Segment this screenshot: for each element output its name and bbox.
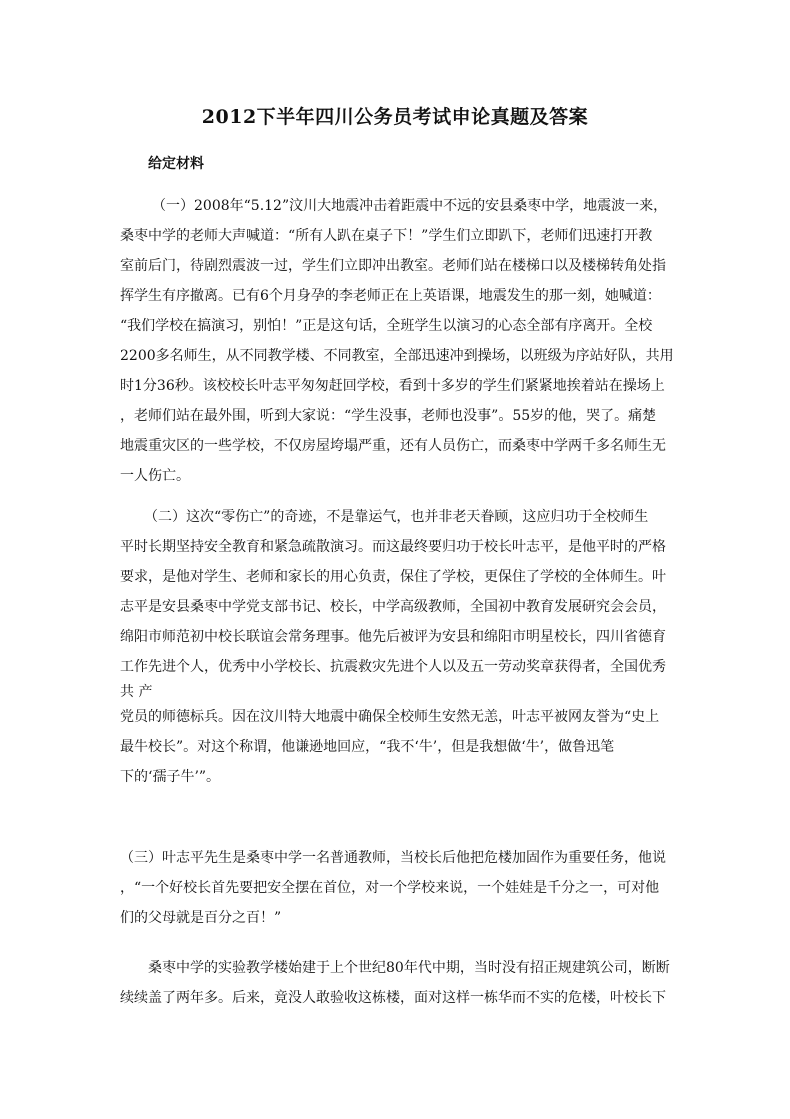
paragraph-3 <box>120 843 680 933</box>
text-line: 桑枣中学的实验教学楼始建于上个世纪80年代中期，当时没有招正规建筑公司，断断 <box>148 960 670 976</box>
text-line: 工作先进个人，优秀中小学校长、抗震救灾先进个人以及五一劳动奖章获得者，全国优秀 <box>120 659 666 675</box>
text-line: ，“一个好校长首先要把安全摆在首位，对一个学校来说，一个娃娃是千分之一，可对他 <box>120 880 660 896</box>
text-line: 续续盖了两年多。后来，竟没人敢验收这栋楼，面对这样一栋华而不实的危楼，叶校长下 <box>120 990 666 1006</box>
text-line: 挥学生有序撤离。已有6个月身孕的李老师正在上英语课，地震发生的那一刻，她喊道： <box>120 288 661 304</box>
text-line: 平时长期坚持安全教育和紧急疏散演习。而这最终要归功于校长叶志平，是他平时的严格 <box>120 539 666 555</box>
text-line: ，老师们站在最外围，听到大家说：“学生没事，老师也没事”。55岁的他，哭了。痛楚 <box>120 408 657 424</box>
text-line: 共 产 <box>120 684 153 700</box>
paragraph-2 <box>120 502 680 792</box>
text-line: 最牛校长”。对这个称谓，他谦逊地回应，“我不‘牛’，但是我想做‘牛’，做鲁迅笔 <box>120 739 615 755</box>
text-line: 一人伤亡。 <box>120 468 190 484</box>
text-line: 们的父母就是百分之百！” <box>120 910 282 926</box>
text-line: 桑枣中学的老师大声喊道：“所有人趴在桌子下！”学生们立即趴下，老师们迅速打开教 <box>120 228 653 244</box>
text-line: 党员的师德标兵。因在汶川特大地震中确保全校师生安然无恙，叶志平被网友誉为“史上 <box>120 709 660 725</box>
paragraph-1 <box>120 191 680 491</box>
text-line: “我们学校在搞演习，别怕！”正是这句话，全班学生以演习的心态全部有序离开。全校 <box>120 318 653 334</box>
text-line: （三）叶志平先生是桑枣中学一名普通教师，当校长后他把危楼加固作为重要任务，他说 <box>120 850 666 866</box>
section-heading: 给定材料 <box>148 156 204 172</box>
text-line: 下的‘孺子牛’”。 <box>120 769 221 785</box>
text-line: 要求，是他对学生、老师和家长的用心负责，保住了学校，更保住了学校的全体师生。叶 <box>120 569 666 585</box>
text-line: （一）2008年“5.12”汶川大地震冲击着距震中不远的安县桑枣中学，地震波一来， <box>152 198 668 214</box>
document-title: 2012下半年四川公务员考试申论真题及答案 <box>201 106 589 128</box>
paragraph-4 <box>120 953 680 1013</box>
text-line: 2200多名师生，从不同教学楼、不同教室，全部迅速冲到操场，以班级为序站好队，共用 <box>120 348 674 364</box>
text-line: 时1分36秒。该校校长叶志平匆匆赶回学校，看到十多岁的学生们紧紧地挨着站在操场上 <box>120 378 665 394</box>
text-line: 志平是安县桑枣中学党支部书记、校长，中学高级教师，全国初中教育发展研究会会员， <box>120 599 666 615</box>
text-line: 绵阳市师范初中校长联谊会常务理事。他先后被评为安县和绵阳市明星校长，四川省德育 <box>120 629 666 645</box>
text-line: 室前后门，待剧烈震波一过，学生们立即冲出教室。老师们站在楼梯口以及楼梯转角处指 <box>120 258 666 274</box>
text-line: 地震重灾区的一些学校，不仅房屋垮塌严重，还有人员伤亡，而桑枣中学两千多名师生无 <box>120 438 666 454</box>
text-line: （二）这次“零伤亡”的奇迹，不是靠运气，也并非老天眷顾，这应归功于全校师生 <box>144 509 649 525</box>
